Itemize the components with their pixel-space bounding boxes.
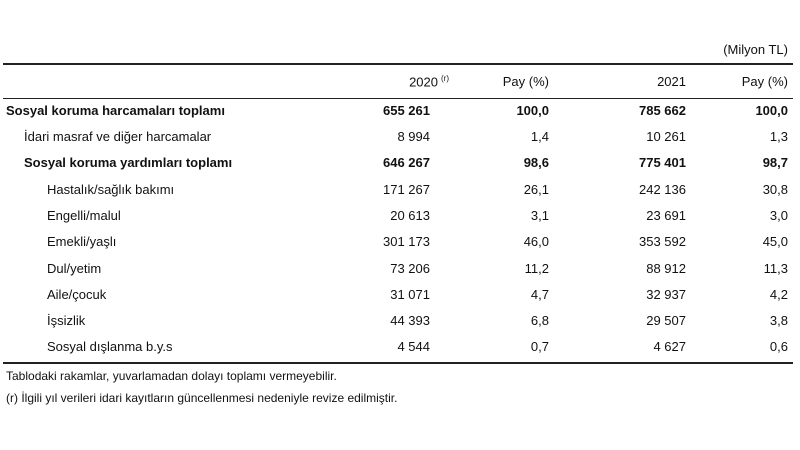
table-top-rule xyxy=(3,63,793,65)
share-2021: 11,3 xyxy=(763,261,788,276)
row-label: Sosyal koruma yardımları toplamı xyxy=(24,155,233,170)
value-2020: 301 173 xyxy=(383,234,430,249)
header-year-2020 xyxy=(409,74,449,89)
share-2020: 0,7 xyxy=(530,339,549,354)
value-2020: 655 261 xyxy=(383,103,430,118)
row-label: Aile/çocuk xyxy=(47,287,107,302)
value-2021: 88 912 xyxy=(646,261,686,276)
table-row xyxy=(0,129,800,154)
table-row xyxy=(0,287,800,312)
table-header-rule xyxy=(3,98,793,99)
value-2021: 785 662 xyxy=(639,103,686,118)
value-2020: 73 206 xyxy=(390,261,430,276)
header-year-2020-text: 2020 xyxy=(409,74,438,90)
revised-mark: (r) xyxy=(441,74,449,83)
value-2021: 23 691 xyxy=(646,208,686,223)
share-2020: 100,0 xyxy=(516,103,549,118)
table-row xyxy=(0,103,800,128)
share-2020: 3,1 xyxy=(530,208,549,223)
unit-label: (Milyon TL) xyxy=(723,42,788,57)
share-2020: 4,7 xyxy=(530,287,549,302)
header-share-2021: Pay (%) xyxy=(741,74,788,89)
share-2021: 3,0 xyxy=(769,208,788,223)
value-2020: 646 267 xyxy=(383,155,430,170)
row-label: İşsizlik xyxy=(47,313,86,328)
share-2020: 6,8 xyxy=(530,313,549,328)
share-2021: 0,6 xyxy=(769,339,788,354)
value-2020: 31 071 xyxy=(390,287,430,302)
table-row xyxy=(0,234,800,259)
table-row xyxy=(0,313,800,338)
value-2021: 32 937 xyxy=(646,287,686,302)
table-row xyxy=(0,155,800,180)
share-2020: 98,6 xyxy=(523,155,549,170)
row-label: Engelli/malul xyxy=(47,208,121,223)
share-2021: 100,0 xyxy=(755,103,788,118)
share-2021: 98,7 xyxy=(762,155,788,170)
value-2021: 242 136 xyxy=(639,182,686,197)
share-2020: 46,0 xyxy=(523,234,549,249)
header-share-2020: Pay (%) xyxy=(502,74,549,89)
value-2021: 353 592 xyxy=(639,234,686,249)
footnote-revised: (r) İlgili yıl verileri idari kayıtların güncellenmesi nedeniyle revize edilmiştir. xyxy=(6,391,398,405)
table-bottom-rule xyxy=(3,362,793,364)
value-2020: 171 267 xyxy=(383,182,430,197)
share-2020: 11,2 xyxy=(524,261,549,276)
row-label: Emekli/yaşlı xyxy=(47,234,117,249)
table-row xyxy=(0,208,800,233)
value-2021: 10 261 xyxy=(646,129,686,144)
table-row xyxy=(0,339,800,364)
share-2020: 26,1 xyxy=(523,182,549,197)
row-label: Sosyal dışlanma b.y.s xyxy=(47,339,173,354)
value-2020: 44 393 xyxy=(390,313,430,328)
row-label: Dul/yetim xyxy=(47,261,102,276)
row-label: İdari masraf ve diğer harcamalar xyxy=(24,129,212,144)
value-2021: 4 627 xyxy=(653,339,686,354)
share-2021: 4,2 xyxy=(769,287,788,302)
value-2020: 4 544 xyxy=(397,339,430,354)
table-row xyxy=(0,182,800,207)
share-2021: 30,8 xyxy=(762,182,788,197)
row-label: Hastalık/sağlık bakımı xyxy=(47,182,175,197)
row-label: Sosyal koruma harcamaları toplamı xyxy=(6,103,225,118)
share-2020: 1,4 xyxy=(530,129,549,144)
value-2020: 8 994 xyxy=(397,129,430,144)
share-2021: 45,0 xyxy=(762,234,788,249)
footnote-rounding: Tablodaki rakamlar, yuvarlamadan dolayı toplamı vermeyebilir. xyxy=(6,369,337,383)
share-2021: 1,3 xyxy=(769,129,788,144)
value-2021: 29 507 xyxy=(646,313,686,328)
value-2021: 775 401 xyxy=(639,155,686,170)
header-year-2021: 2021 xyxy=(657,74,686,89)
table-row xyxy=(0,261,800,286)
share-2021: 3,8 xyxy=(769,313,788,328)
value-2020: 20 613 xyxy=(390,208,430,223)
